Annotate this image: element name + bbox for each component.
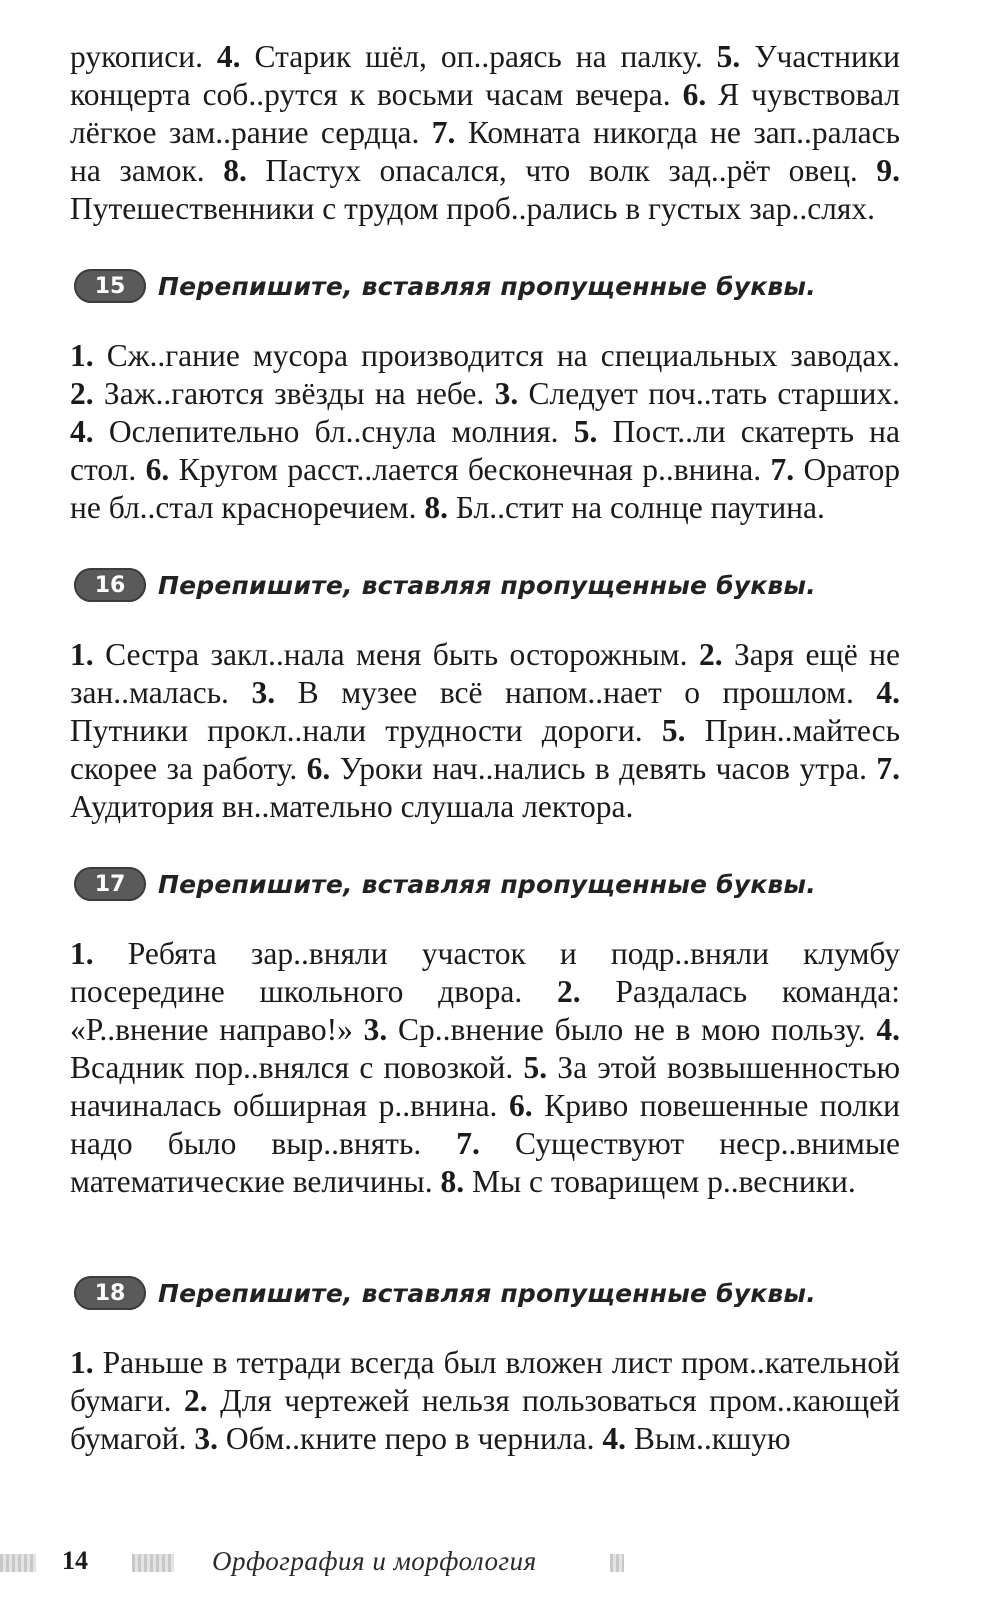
sentence-text: Прин..майтесь скорее за работу.: [70, 713, 900, 786]
exercise-text: [70, 636, 900, 826]
sentence-text: Следует поч..тать старших.: [518, 376, 900, 411]
sentence-number: 5.: [573, 414, 598, 449]
page-number: 14: [62, 1546, 88, 1575]
sentence-text: За этой возвышенностью начиналась обширная р..внина.: [70, 1050, 901, 1123]
sentence-number: 8.: [424, 490, 448, 525]
sentence-number: 2.: [698, 637, 723, 672]
sentence-text: Обм..кните перо в чернила.: [217, 1421, 603, 1456]
exercise-17: [70, 864, 900, 1235]
sentence-text: Участники концерта соб..рутся к восьми часам вечера.: [70, 39, 900, 112]
sentence-number: 4.: [216, 39, 241, 74]
sentence-number: 3.: [251, 675, 276, 710]
page-footer: [0, 1542, 1000, 1582]
sentence-number: 5.: [523, 1050, 548, 1085]
sentence-text: Раздалась команда: «Р..внение направо!»: [70, 974, 900, 1047]
sentence-text: В музее всё напом..нает о прошлом.: [275, 675, 877, 710]
sentence-number: 2.: [556, 974, 581, 1009]
footer-decor: [132, 1554, 174, 1572]
sentence-number: 3.: [494, 376, 519, 411]
sentence-text: Пастух опасался, что волк зад..рёт овец.: [246, 153, 877, 188]
sentence-text: Путники прокл..нали трудности дороги.: [70, 713, 662, 748]
sentence-number: 1.: [70, 637, 94, 672]
sentence-text: Вым..кшую: [625, 1421, 791, 1456]
exercise-header: [74, 864, 900, 904]
footer-decor: [0, 1554, 36, 1572]
exercise-header: [74, 266, 900, 306]
sentence-number: 2.: [70, 376, 94, 411]
sentence-number: 7.: [431, 115, 456, 150]
sentence-number: 7.: [770, 452, 795, 487]
sentence-text: Всадник пор..внялся с повозкой.: [70, 1050, 524, 1085]
sentence-text: Аудитория вн..мательно слушала лектора.: [70, 789, 634, 824]
sentence-text: Заря ещё не зан..малась.: [70, 637, 901, 710]
exercise-header: [74, 565, 900, 605]
sentence-text: Мы с товарищем р..весники.: [464, 1164, 856, 1199]
sentence-text: Я чувствовал лёгкое зам..рание сердца.: [70, 77, 900, 150]
exercise-number-badge: 15: [74, 269, 146, 303]
footer-decor: [610, 1554, 624, 1572]
sentence-number: 1.: [70, 936, 94, 971]
page-content: [70, 38, 900, 1458]
sentence-text: Существуют неср..внимые математические величины.: [70, 1126, 900, 1199]
sentence-number: 6.: [306, 751, 331, 786]
exercise-number-badge: 18: [74, 1276, 146, 1310]
sentence-number: 6.: [682, 77, 707, 112]
exercise-number-badge: 17: [74, 867, 146, 901]
sentence-text: Сестра закл..нала меня быть осторожным.: [93, 637, 699, 672]
sentence-text: Ребята зар..вняли участок и подр..вняли клумбу посередине школьного двора.: [70, 936, 900, 1009]
continued-exercise: [70, 38, 900, 228]
sentence-number: 3.: [194, 1421, 218, 1456]
sentence-number: 4.: [876, 1012, 900, 1047]
sentence-text: Криво повешенные полки надо было выр..внять.: [70, 1088, 900, 1161]
exercise-instruction: Перепишите, вставляя пропущенные буквы.: [158, 570, 816, 600]
sentence-text: Старик шёл, оп..раясь на палку.: [240, 39, 717, 74]
sentence-number: 3.: [363, 1012, 388, 1047]
sentence-text: Бл..стит на солнце паутина.: [447, 490, 825, 525]
exercise-18: [70, 1273, 900, 1458]
exercise-16: [70, 565, 900, 826]
sentence-number: 5.: [661, 713, 686, 748]
sentence-text: Кругом расст..лается бесконечная р..внина.: [169, 452, 771, 487]
exercise-number-badge: 16: [74, 568, 146, 602]
sentence-number: 1.: [70, 1345, 94, 1380]
sentence-text: рукописи.: [70, 39, 217, 74]
exercise-header: [74, 1273, 900, 1313]
sentence-text: Пост..ли скатерть на стол.: [70, 414, 900, 487]
sentence-text: Уроки нач..нались в девять часов утра.: [330, 751, 877, 786]
sentence-number: 1.: [70, 338, 94, 373]
sentence-text: Заж..гаются звёзды на небе.: [93, 376, 495, 411]
sentence-number: 4.: [70, 414, 94, 449]
exercise-instruction: Перепишите, вставляя пропущенные буквы.: [158, 1278, 816, 1308]
sentence-text: Комната никогда не зап..ралась на замок.: [70, 115, 900, 188]
sentence-number: 7.: [876, 751, 900, 786]
sentence-number: 5.: [716, 39, 741, 74]
sentence-text: Путешественники с трудом проб..рались в густых зар..слях.: [70, 191, 876, 226]
exercise-15: [70, 266, 900, 527]
exercise-text: [70, 1344, 900, 1458]
exercise-instruction: Перепишите, вставляя пропущенные буквы.: [158, 271, 816, 301]
sentence-number: 4.: [602, 1421, 626, 1456]
sentence-text: Сж..гание мусора производится на специальных заводах.: [93, 338, 900, 373]
sentence-number: 9.: [876, 153, 900, 188]
sentence-number: 4.: [876, 675, 900, 710]
sentence-text: Ослепительно бл..снула молния.: [93, 414, 574, 449]
exercise-text: [70, 337, 900, 527]
sentence-number: 6.: [145, 452, 170, 487]
section-title: Орфография и морфология: [212, 1546, 537, 1576]
exercise-text: [70, 38, 900, 228]
sentence-number: 2.: [184, 1383, 208, 1418]
sentence-text: Оратор не бл..стал красноречием.: [70, 452, 901, 525]
sentence-text: Ср..внение было не в мою пользу.: [387, 1012, 877, 1047]
sentence-number: 8.: [440, 1164, 465, 1199]
sentence-number: 8.: [223, 153, 247, 188]
sentence-number: 6.: [509, 1088, 533, 1123]
sentence-number: 7.: [456, 1126, 480, 1161]
exercise-text: [70, 935, 900, 1235]
sentence-text: Раньше в тетради всегда был вложен лист пром..кательной бумаги.: [70, 1345, 900, 1418]
exercise-instruction: Перепишите, вставляя пропущенные буквы.: [158, 869, 816, 899]
sentence-text: Для чертежей нельзя пользоваться пром..кающей бумагой.: [70, 1383, 901, 1456]
